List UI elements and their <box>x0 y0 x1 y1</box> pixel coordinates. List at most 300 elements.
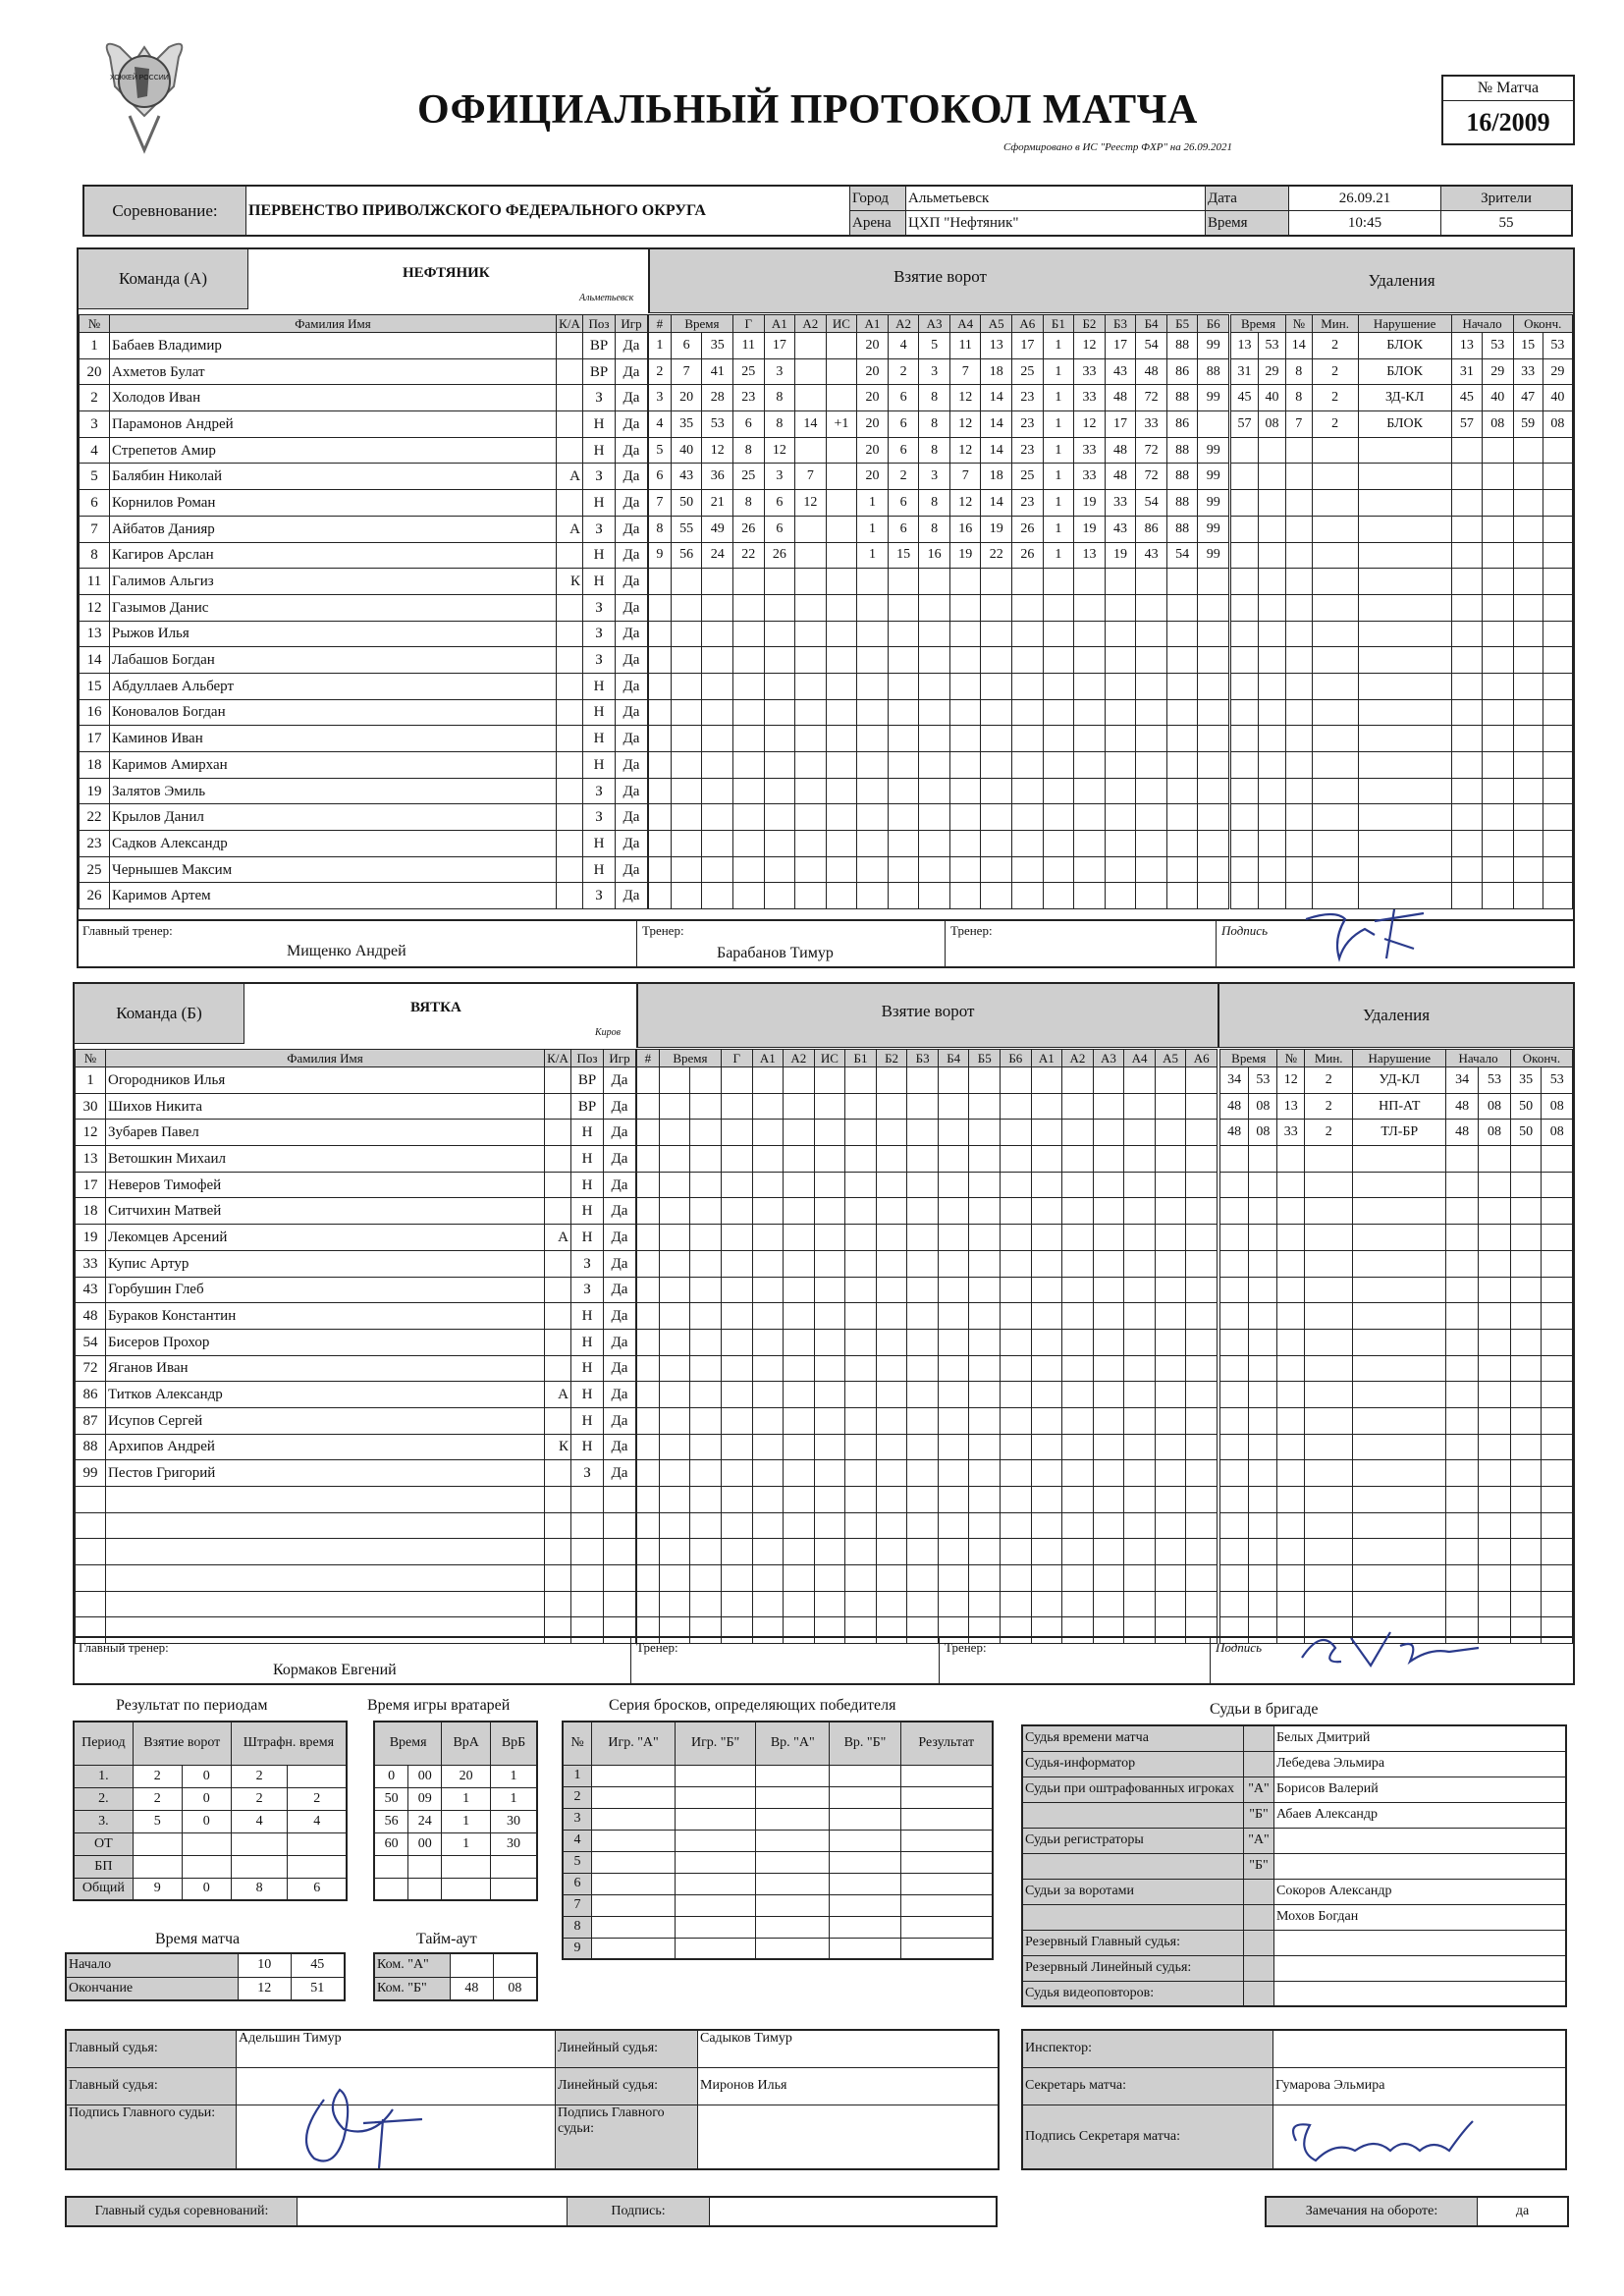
penalty-cell <box>1353 1198 1446 1225</box>
goal-cell <box>981 569 1012 595</box>
goal-cell <box>1198 411 1229 438</box>
player-position: ВР <box>571 1067 604 1094</box>
goal-cell <box>1093 1355 1124 1382</box>
penalty-cell <box>1286 804 1313 831</box>
goal-cell <box>690 1434 722 1460</box>
goal-cell <box>690 1591 722 1617</box>
table-row <box>649 594 1229 621</box>
penalty-cell <box>1510 1487 1542 1513</box>
goal-cell <box>690 1382 722 1408</box>
goal-cell <box>637 1407 660 1434</box>
goal-cell <box>764 726 795 752</box>
goal-cell: 26 <box>732 516 764 542</box>
goal-cell <box>1031 1460 1062 1487</box>
penalty-cell <box>1249 1172 1277 1198</box>
penalty-cell <box>1259 542 1286 569</box>
penalty-cell <box>1231 883 1259 909</box>
goal-cell <box>907 1146 939 1173</box>
player-number: 17 <box>76 1172 106 1198</box>
penalty-cell <box>1249 1329 1277 1355</box>
goal-cell: 20 <box>857 333 889 359</box>
team-b-section <box>73 982 1575 1685</box>
player-position: ВР <box>571 1093 604 1120</box>
penalty-cell: 29 <box>1543 358 1572 385</box>
generated-note: Сформировано в ИС "Реестр ФХР" на 26.09.2021 <box>1003 141 1233 153</box>
goal-cell <box>784 1172 815 1198</box>
official-side <box>1244 1981 1274 2006</box>
goal-cell <box>1074 883 1106 909</box>
goal-cell <box>1166 752 1198 779</box>
period-cell: 9 <box>133 1878 182 1900</box>
table-row <box>563 1894 993 1916</box>
table-row <box>1231 464 1573 490</box>
official-name <box>1274 1981 1567 2006</box>
period-cell <box>231 1855 288 1878</box>
goal-cell <box>784 1225 815 1251</box>
table-row <box>74 1855 347 1878</box>
periods-table <box>73 1721 348 1901</box>
goal-cell: 43 <box>1136 542 1167 569</box>
goal-cell <box>814 1146 845 1173</box>
goal-cell <box>1074 752 1106 779</box>
goal-cell: 16 <box>919 542 950 569</box>
penalty-cell: 40 <box>1259 385 1286 411</box>
goal-cell: 6 <box>888 385 919 411</box>
chief-signature-label: Подпись: <box>568 2197 710 2226</box>
team-a-pen-header <box>1230 249 1573 313</box>
goal-cell <box>876 1172 907 1198</box>
goal-cell <box>907 1067 939 1094</box>
table-row <box>1231 437 1573 464</box>
goal-cell <box>752 1487 784 1513</box>
goal-cell <box>784 1120 815 1146</box>
penalty-cell <box>1249 1460 1277 1487</box>
penalty-cell <box>1231 804 1259 831</box>
team-a-name: НЕФТЯНИК <box>403 265 490 281</box>
penalty-cell <box>1358 778 1451 804</box>
penalty-cell <box>1286 464 1313 490</box>
goal-cell <box>1198 594 1229 621</box>
table-row <box>76 1512 636 1539</box>
table-row <box>1231 647 1573 674</box>
goal-cell <box>1001 1093 1032 1120</box>
penalty-cell: 48 <box>1220 1120 1249 1146</box>
goal-cell <box>981 647 1012 674</box>
official-name <box>1274 1853 1567 1879</box>
player-role: А <box>557 516 583 542</box>
player-position: З <box>571 1277 604 1303</box>
goal-cell <box>876 1277 907 1303</box>
penalty-cell <box>1513 699 1543 726</box>
goal-cell <box>814 1460 845 1487</box>
period-cell <box>182 1855 231 1878</box>
player-position: Н <box>583 437 616 464</box>
penalty-cell <box>1220 1198 1249 1225</box>
player-role <box>557 333 583 359</box>
shootout-cell <box>830 1808 900 1830</box>
player-position: З <box>583 804 616 831</box>
goal-cell <box>888 647 919 674</box>
goal-cell: 1 <box>857 490 889 517</box>
goal-cell <box>752 1434 784 1460</box>
timeout-title: Тайм-аут <box>416 1931 477 1947</box>
player-role <box>557 673 583 699</box>
player-number: 2 <box>80 385 110 411</box>
goal-cell <box>888 569 919 595</box>
player-number: 99 <box>76 1460 106 1487</box>
goal-cell <box>1186 1172 1218 1198</box>
goal-cell: 54 <box>1136 333 1167 359</box>
official-role: Судья времени матча <box>1022 1725 1244 1751</box>
goal-cell: 88 <box>1198 358 1229 385</box>
goal-cell <box>814 1565 845 1592</box>
goal-cell: 20 <box>857 385 889 411</box>
goal-cell <box>1136 594 1167 621</box>
goal-cell <box>1062 1067 1094 1094</box>
penalty-cell <box>1446 1198 1479 1225</box>
goal-cell <box>637 1329 660 1355</box>
line-referee-2: Миронов Илья <box>698 2067 1000 2105</box>
goalies-header <box>374 1722 537 1765</box>
table-row <box>649 333 1229 359</box>
penalty-cell: 8 <box>1286 358 1313 385</box>
goal-cell <box>969 1512 1001 1539</box>
table-row <box>76 1067 636 1094</box>
team_b-players-header <box>76 1050 636 1067</box>
table-row <box>80 594 648 621</box>
goal-cell: 5 <box>919 333 950 359</box>
goal-cell <box>1155 1355 1186 1382</box>
official-role <box>1022 1853 1244 1879</box>
table-row <box>1022 1904 1566 1930</box>
period-cell: 1. <box>74 1765 133 1787</box>
penalty-cell <box>1451 804 1482 831</box>
penalty-cell <box>1479 1146 1511 1173</box>
penalty-cell: БЛОК <box>1358 411 1451 438</box>
main-referee-signature <box>285 2080 442 2178</box>
official-name <box>1274 1955 1567 1981</box>
penalty-cell <box>1249 1407 1277 1434</box>
goal-cell <box>1031 1382 1062 1408</box>
penalty-cell <box>1446 1434 1479 1460</box>
goal-col-4: А2 <box>795 315 827 333</box>
table-row <box>637 1460 1218 1487</box>
table-row <box>563 1765 993 1786</box>
goal-cell <box>1074 778 1106 804</box>
penalty-cell <box>1510 1512 1542 1539</box>
goal-cell <box>702 883 733 909</box>
goal-cell <box>795 752 827 779</box>
player-playing: Да <box>616 411 648 438</box>
goal-cell <box>1031 1329 1062 1355</box>
player-role <box>545 1067 571 1094</box>
player-role <box>545 1591 571 1617</box>
goal-cell <box>845 1303 877 1330</box>
penalty-cell: 53 <box>1249 1067 1277 1094</box>
player-position: Н <box>583 569 616 595</box>
team-a-signature-label: Подпись <box>1221 923 1268 938</box>
penalty-cell <box>1510 1355 1542 1382</box>
goal-cell: 1 <box>1043 490 1074 517</box>
goal-cell <box>1105 726 1136 752</box>
penalty-cell <box>1358 699 1451 726</box>
penalty-cell: 13 <box>1231 333 1259 359</box>
player-position: З <box>583 883 616 909</box>
penalty-cell <box>1479 1382 1511 1408</box>
goal-cell <box>938 1303 969 1330</box>
goal-cell <box>888 726 919 752</box>
penalty-cell <box>1446 1382 1479 1408</box>
goal-cell <box>649 621 672 647</box>
goal-cell <box>1001 1172 1032 1198</box>
period-cell: 2. <box>74 1787 133 1810</box>
team-a-city: Альметьевск <box>579 293 634 303</box>
period-cell: 0 <box>182 1810 231 1832</box>
goal-cell: 14 <box>981 437 1012 464</box>
player-position: Н <box>583 411 616 438</box>
table-row <box>80 778 648 804</box>
goal-cell: 43 <box>671 464 702 490</box>
goal-cell <box>969 1539 1001 1565</box>
shootout-table <box>562 1721 994 1960</box>
shootout-cell <box>592 1786 676 1808</box>
goal-cell: 72 <box>1136 385 1167 411</box>
goal-cell: 33 <box>1136 411 1167 438</box>
penalty-cell: 2 <box>1312 333 1358 359</box>
goal-cell: 13 <box>981 333 1012 359</box>
player-position: ВР <box>583 333 616 359</box>
goal-cell: 35 <box>671 411 702 438</box>
goal-cell <box>1124 1303 1156 1330</box>
goal-cell: 6 <box>649 464 672 490</box>
goal-cell <box>949 726 981 752</box>
goalie-b-col: ВрБ <box>491 1722 537 1765</box>
goal-cell <box>876 1407 907 1434</box>
table-row <box>80 856 648 883</box>
player-name: Каримов Артем <box>110 883 557 909</box>
goal-cell: 33 <box>1105 490 1136 517</box>
goal-cell <box>826 516 857 542</box>
period-cell <box>182 1832 231 1855</box>
goalie-cell <box>491 1878 537 1900</box>
goal-cell <box>1031 1120 1062 1146</box>
penalty-cell <box>1513 778 1543 804</box>
player-number: 48 <box>76 1303 106 1330</box>
player-role <box>557 883 583 909</box>
goal-cell <box>784 1565 815 1592</box>
goal-cell <box>721 1512 752 1539</box>
penalty-cell <box>1483 673 1513 699</box>
table-row <box>637 1382 1218 1408</box>
goal-cell <box>732 569 764 595</box>
goal-cell <box>1155 1146 1186 1173</box>
penalty-cell: 34 <box>1446 1067 1479 1094</box>
goal-cell: 25 <box>732 358 764 385</box>
penalty-cell <box>1542 1329 1573 1355</box>
goal-cell <box>1043 778 1074 804</box>
pen-col-4: Начало <box>1451 315 1513 333</box>
goal-cell <box>1166 778 1198 804</box>
match-start-h: 10 <box>239 1953 292 1977</box>
goal-cell <box>1062 1591 1094 1617</box>
goal-cell <box>1124 1093 1156 1120</box>
goal-cell: 21 <box>702 490 733 517</box>
table-row <box>637 1120 1218 1146</box>
penalty-cell <box>1483 752 1513 779</box>
penalty-cell <box>1510 1382 1542 1408</box>
penalty-time-col: Штрафн. время <box>231 1722 347 1765</box>
penalty-cell <box>1353 1225 1446 1251</box>
table-row <box>74 1765 347 1787</box>
goal-cell <box>795 778 827 804</box>
goal-cell <box>826 883 857 909</box>
goal-cell: 33 <box>1074 464 1106 490</box>
penalty-cell <box>1305 1539 1353 1565</box>
goal-cell <box>845 1487 877 1513</box>
player-position: Н <box>583 856 616 883</box>
goal-cell: 6 <box>764 490 795 517</box>
penalty-cell <box>1353 1539 1446 1565</box>
goalie-cell: 24 <box>408 1810 442 1832</box>
goal-cell <box>907 1382 939 1408</box>
goal-cell <box>1074 621 1106 647</box>
shootout-cell <box>756 1808 830 1830</box>
goal-cell <box>907 1093 939 1120</box>
player-name: Газымов Данис <box>110 594 557 621</box>
penalty-cell: 08 <box>1479 1093 1511 1120</box>
penalty-cell: 29 <box>1483 358 1513 385</box>
team_b-col-1: Фамилия Имя <box>106 1050 545 1067</box>
period-cell: 0 <box>182 1765 231 1787</box>
goal-col-13: Б2 <box>1074 315 1106 333</box>
goal-cell <box>1186 1093 1218 1120</box>
penalty-cell <box>1286 542 1313 569</box>
goal-cell <box>1043 569 1074 595</box>
goal-cell <box>764 856 795 883</box>
penalty-cell <box>1358 856 1451 883</box>
penalty-cell <box>1510 1172 1542 1198</box>
table-row <box>76 1407 636 1434</box>
period-cell: 2 <box>133 1787 182 1810</box>
goal-cell <box>752 1172 784 1198</box>
penalty-cell <box>1231 831 1259 857</box>
team-a-coach-row <box>79 919 1573 968</box>
shootout-cell <box>592 1808 676 1830</box>
goal-cell <box>764 594 795 621</box>
goal-cell <box>938 1172 969 1198</box>
player-position: Н <box>571 1407 604 1434</box>
goal-cell: 1 <box>1043 542 1074 569</box>
player-position: З <box>583 778 616 804</box>
goal-cell <box>659 1250 690 1277</box>
penalty-cell: 40 <box>1483 385 1513 411</box>
goal-cell <box>637 1120 660 1146</box>
goal-cell: 99 <box>1198 385 1229 411</box>
goal-cell: 1 <box>857 542 889 569</box>
goal-cell <box>732 831 764 857</box>
official-role: Судья видеоповторов: <box>1022 1981 1244 2006</box>
goal-cell <box>1031 1146 1062 1173</box>
table-row <box>80 490 648 517</box>
table-row <box>1231 385 1573 411</box>
goal-cell <box>1124 1460 1156 1487</box>
goal-cell: 19 <box>949 542 981 569</box>
team-b-head-coach-label: Главный тренер: <box>79 1640 169 1655</box>
goal-cell <box>857 778 889 804</box>
penalty-cell <box>1231 699 1259 726</box>
goal-cell: 23 <box>1012 490 1044 517</box>
table-row <box>80 333 648 359</box>
player-playing: Да <box>604 1120 636 1146</box>
goal-cell: 35 <box>702 333 733 359</box>
goal-cell <box>795 831 827 857</box>
penalty-cell <box>1542 1303 1573 1330</box>
goal-cell <box>981 594 1012 621</box>
secretary-sig-label: Подпись Секретаря матча: <box>1022 2105 1273 2169</box>
goal-cell <box>764 621 795 647</box>
table-row <box>649 464 1229 490</box>
goal-cell <box>795 673 827 699</box>
goal-cell <box>795 883 827 909</box>
player-playing: Да <box>616 542 648 569</box>
shootout-cell <box>592 1894 676 1916</box>
goal-cell <box>969 1067 1001 1094</box>
table-row <box>1220 1093 1573 1120</box>
goal-cell: 8 <box>919 490 950 517</box>
secretary-signature <box>1276 2111 1502 2170</box>
goal-cell <box>649 647 672 674</box>
goal-cell <box>826 673 857 699</box>
goal-cell <box>795 333 827 359</box>
table-row <box>374 1765 537 1787</box>
goal-cell <box>938 1146 969 1173</box>
period-cell <box>231 1832 288 1855</box>
goal-cell <box>1186 1329 1218 1355</box>
goal-cell <box>1001 1434 1032 1460</box>
table-row <box>1022 1725 1566 1751</box>
goal-cell: 72 <box>1136 464 1167 490</box>
penalty-cell <box>1231 464 1259 490</box>
goal-cell <box>949 594 981 621</box>
goal-cell: 86 <box>1166 411 1198 438</box>
penalty-cell <box>1446 1303 1479 1330</box>
shootout-cell <box>900 1894 993 1916</box>
goal-cell: 1 <box>1043 358 1074 385</box>
penalty-cell <box>1483 516 1513 542</box>
goal-cell <box>857 883 889 909</box>
goal-cell <box>969 1093 1001 1120</box>
goal-cell <box>784 1487 815 1513</box>
penalty-cell <box>1286 699 1313 726</box>
player-position: Н <box>571 1120 604 1146</box>
team-a-penalties-table <box>1230 314 1573 909</box>
table-row <box>76 1225 636 1251</box>
goal-cell <box>1105 778 1136 804</box>
goal-cell <box>845 1434 877 1460</box>
goal-cell <box>876 1067 907 1094</box>
penalty-cell <box>1231 647 1259 674</box>
player-role <box>545 1093 571 1120</box>
goal-cell <box>1186 1512 1218 1539</box>
goal-cell <box>764 831 795 857</box>
goal-cell <box>1001 1225 1032 1251</box>
goal-cell: 22 <box>732 542 764 569</box>
goal-cell: 20 <box>671 385 702 411</box>
penalty-cell: 2 <box>1305 1120 1353 1146</box>
goal-cell <box>907 1329 939 1355</box>
goal-col-14: А3 <box>1093 1050 1124 1067</box>
goal-cell <box>671 752 702 779</box>
